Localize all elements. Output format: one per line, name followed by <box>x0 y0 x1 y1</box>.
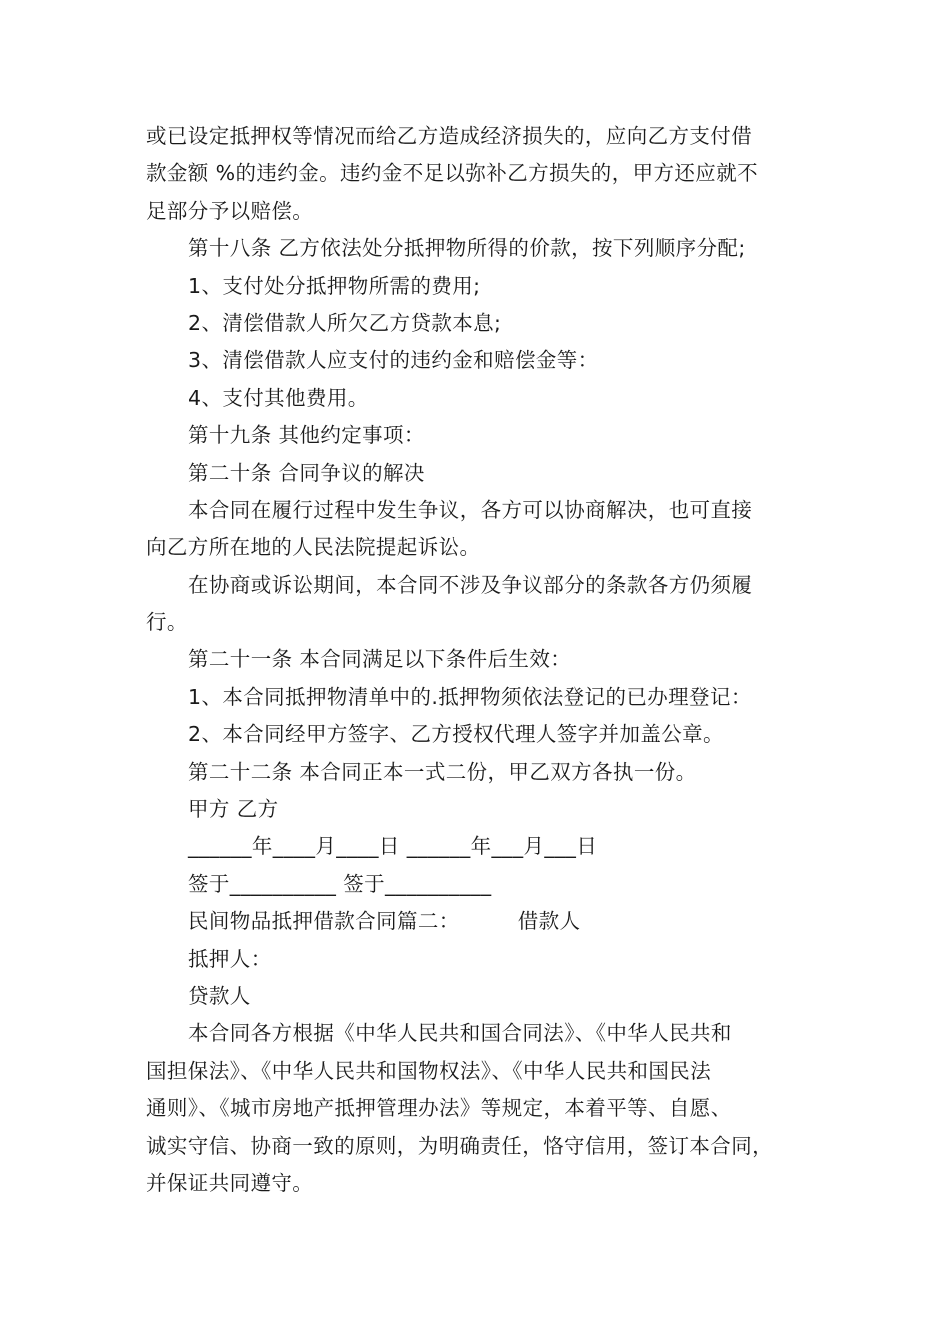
list-item: 2、本合同经甲方签字、乙方授权代理人签字并加盖公章。 <box>188 722 724 747</box>
list-item: 3、清偿借款人应支付的违约金和赔偿金等： <box>188 348 599 373</box>
borrower-label: 借款人 <box>517 909 581 934</box>
article-22-heading: 第二十二条 本合同正本一式二份，甲乙双方各执一份。 <box>188 759 697 784</box>
text-line: 行。 <box>146 610 188 635</box>
text-line: 款金额 %的违约金。违约金不足以弥补乙方损失的，甲方还应就不 <box>146 161 758 186</box>
text-line: 本合同各方根据《中华人民共和国合同法》、《中华人民共和 <box>188 1021 732 1046</box>
document-body <box>146 118 826 1202</box>
parties-line: 甲方 乙方 <box>188 797 279 822</box>
text-line: 国担保法》、《中华人民共和国物权法》、《中华人民共和国民法 <box>146 1058 712 1083</box>
list-item: 1、本合同抵押物清单中的.抵押物须依法登记的已办理登记： <box>188 684 752 709</box>
signature-place-line: 签于__________ 签于__________ <box>188 871 492 896</box>
text-line: 通则》、《城市房地产抵押管理办法》等规定，本着平等、自愿、 <box>146 1096 732 1121</box>
list-item: 2、清偿借款人所欠乙方贷款本息; <box>188 310 502 335</box>
lender-label: 贷款人 <box>188 983 251 1008</box>
text-line: 并保证共同遵守。 <box>146 1170 314 1195</box>
article-19-heading: 第十九条 其他约定事项： <box>188 423 425 448</box>
list-item: 4、支付其他费用。 <box>188 385 369 410</box>
text-line: 向乙方所在地的人民法院提起诉讼。 <box>146 535 481 560</box>
text-line: 本合同在履行过程中发生争议，各方可以协商解决，也可直接 <box>188 497 753 522</box>
article-21-heading: 第二十一条 本合同满足以下条件后生效： <box>188 647 572 672</box>
text-line: 或已设定抵押权等情况而给乙方造成经济损失的，应向乙方支付借 <box>146 124 753 148</box>
text-line: 在协商或诉讼期间，本合同不涉及争议部分的条款各方仍须履 <box>188 572 753 597</box>
date-line: ______年____月____日 ______年___月___日 <box>188 834 598 859</box>
mortgagor-label: 抵押人： <box>188 946 272 971</box>
contract-two-title: 民间物品抵押借款合同篇二： <box>188 909 460 934</box>
article-18-heading: 第十八条 乙方依法处分抵押物所得的价款，按下列顺序分配; <box>188 236 746 261</box>
list-item: 1、支付处分抵押物所需的费用; <box>188 273 481 298</box>
text-line: 足部分予以赔偿。 <box>146 198 314 223</box>
article-20-heading: 第二十条 合同争议的解决 <box>188 460 425 485</box>
contract-two-heading <box>146 903 826 940</box>
text-line: 诚实守信、协商一致的原则，为明确责任，恪守信用，签订本合同， <box>146 1133 773 1158</box>
